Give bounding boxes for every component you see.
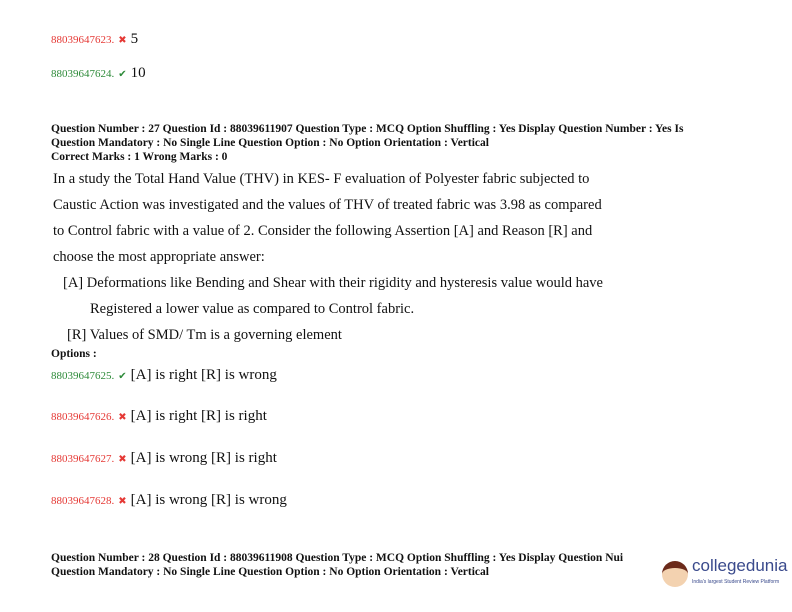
option-id: 88039647628. xyxy=(51,495,115,507)
cross-icon: ✖ xyxy=(118,496,127,507)
option-text: [A] is wrong [R] is right xyxy=(130,450,277,466)
option-row xyxy=(51,449,277,467)
option-id: 88039647624. xyxy=(51,68,115,80)
option-row xyxy=(51,407,267,425)
meta-line: Question Number : 27 Question Id : 88039611907 Question Type : MCQ Option Shuffling : Yes Display Question Number : Yes Is xyxy=(51,123,684,135)
cross-icon: ✖ xyxy=(118,412,127,423)
logo-name: collegedunia xyxy=(692,556,788,575)
check-icon: ✔ xyxy=(118,371,127,382)
question-meta xyxy=(51,122,751,164)
options-label: Options : xyxy=(51,348,97,360)
option-row xyxy=(51,64,146,82)
option-id: 88039647627. xyxy=(51,453,115,465)
cross-icon: ✖ xyxy=(118,35,127,46)
logo-tagline: India's largest Student Review Platform xyxy=(692,579,780,585)
option-row xyxy=(51,491,287,509)
question-text xyxy=(53,166,603,348)
option-row xyxy=(51,366,277,384)
meta-line: Question Mandatory : No Single Line Question Option : No Option Orientation : Vertical xyxy=(51,137,489,149)
option-text: [A] is right [R] is right xyxy=(130,408,267,424)
option-id: 88039647626. xyxy=(51,411,115,423)
text-line: choose the most appropriate answer: xyxy=(53,249,265,265)
option-row xyxy=(51,30,138,48)
text-line: Caustic Action was investigated and the values of THV of treated fabric was 3.98 as compared xyxy=(53,197,602,213)
marks: Correct Marks : 1 Wrong Marks : 0 xyxy=(51,151,228,163)
text-line: to Control fabric with a value of 2. Consider the following Assertion [A] and Reason [R] and xyxy=(53,223,593,239)
meta-line: Question Number : 28 Question Id : 88039611908 Question Type : MCQ Option Shuffling : Yes Display Question Nui xyxy=(51,552,624,564)
option-text: 5 xyxy=(130,31,139,47)
option-text: [A] is wrong [R] is wrong xyxy=(130,492,287,508)
text-line: [R] Values of SMD/ Tm is a governing element xyxy=(67,327,342,343)
option-id: 88039647625. xyxy=(51,370,115,382)
option-text: [A] is right [R] is wrong xyxy=(130,367,277,383)
question-meta xyxy=(51,551,651,579)
meta-line: Question Mandatory : No Single Line Question Option : No Option Orientation : Vertical xyxy=(51,566,489,578)
option-id: 88039647623. xyxy=(51,34,115,46)
text-line: [A] Deformations like Bending and Shear with their rigidity and hysteresis value would have xyxy=(63,275,603,291)
option-text: 10 xyxy=(130,65,146,81)
collegedunia-logo xyxy=(662,558,787,590)
mascot-icon xyxy=(662,561,688,587)
text-line: In a study the Total Hand Value (THV) in KES- F evaluation of Polyester fabric subjected to xyxy=(53,171,590,187)
text-line: Registered a lower value as compared to Control fabric. xyxy=(90,301,415,317)
check-icon: ✔ xyxy=(118,69,127,80)
cross-icon: ✖ xyxy=(118,454,127,465)
